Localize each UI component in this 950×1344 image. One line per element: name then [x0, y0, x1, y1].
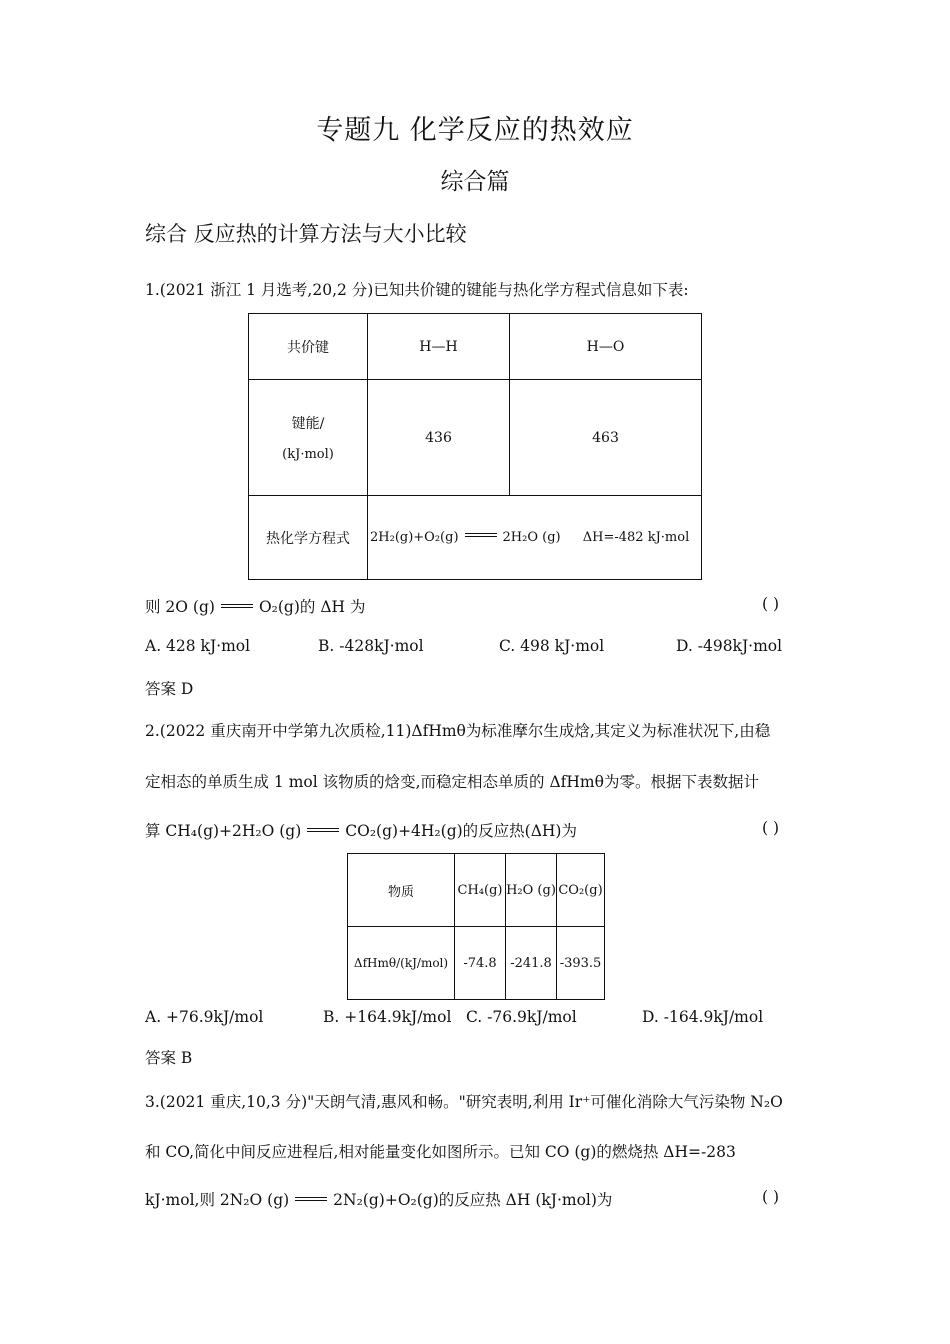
q1-ask [145, 595, 365, 617]
q2-answer-paren: ( ) [762, 819, 780, 837]
q1-cell-eq-label: 热化学方程式 [249, 496, 368, 580]
q2-val-h2o: -241.8 [506, 927, 557, 1000]
page-title: 专题九 化学反应的热效应 [316, 115, 634, 146]
equals-sign-icon [307, 828, 339, 832]
q3-line3-left: kJ·mol,则 2N₂O (g) [145, 1191, 290, 1209]
q3-answer-paren: ( ) [762, 1188, 780, 1206]
q1-cell-436: 436 [368, 380, 510, 496]
q1-cell-hh: H—H [368, 314, 510, 380]
q2-option-c: C. -76.9kJ/mol [466, 1008, 577, 1026]
q2-line3 [145, 819, 577, 841]
q2-row-label: ΔfHmθ/(kJ/mol) [348, 927, 455, 1000]
q1-answer: 答案 D [145, 680, 194, 698]
q1-eq-left: 2H₂(g)+O₂(g) [370, 530, 459, 545]
q1-option-b: B. -428kJ·mol [318, 637, 424, 655]
section-heading: 综合 反应热的计算方法与大小比较 [145, 222, 467, 246]
q2-answer: 答案 B [145, 1049, 193, 1067]
q2-head-ch4: CH₄(g) [455, 854, 506, 927]
q1-cell-energy-label [249, 380, 368, 496]
q1-cell-ho: H—O [510, 314, 702, 380]
q2-line1: 2.(2022 重庆南开中学第九次质检,11)ΔfHmθ为标准摩尔生成焓,其定义为标准状况下,由稳 [145, 722, 771, 740]
q1-answer-paren: ( ) [762, 595, 780, 613]
q2-option-a: A. +76.9kJ/mol [145, 1008, 264, 1026]
q1-energy-label-b: (kJ·mol) [282, 447, 334, 462]
q3-line3-right: 2N₂(g)+O₂(g)的反应热 ΔH (kJ·mol)为 [333, 1191, 613, 1209]
equals-sign-icon [221, 604, 253, 608]
q1-cell-equation [368, 496, 702, 580]
q2-line3-left: 算 CH₄(g)+2H₂O (g) [145, 822, 302, 840]
q1-option-d: D. -498kJ·mol [676, 637, 783, 655]
q1-energy-label-a: 键能/ [291, 416, 325, 432]
equals-sign-icon [295, 1197, 327, 1201]
q1-option-c: C. 498 kJ·mol [499, 637, 605, 655]
q2-head-co2: CO₂(g) [557, 854, 605, 927]
q3-line2: 和 CO,简化中间反应进程后,相对能量变化如图所示。已知 CO (g)的燃烧热 ΔH=-283 [145, 1143, 736, 1161]
q2-option-b: B. +164.9kJ/mol [323, 1008, 452, 1026]
q1-cell-463: 463 [510, 380, 702, 496]
q3-line3 [145, 1188, 612, 1210]
q2-line2: 定相态的单质生成 1 mol 该物质的焓变,而稳定相态单质的 ΔfHmθ为零。根据下表数据计 [145, 773, 759, 791]
page-subtitle: 综合篇 [440, 169, 510, 195]
q1-ask-right: O₂(g)的 ΔH 为 [258, 598, 366, 616]
q2-head-substance: 物质 [348, 854, 455, 927]
q1-option-a: A. 428 kJ·mol [145, 637, 251, 655]
q1-bond-table [248, 313, 702, 580]
equals-sign-icon [465, 533, 497, 537]
q1-stem: 1.(2021 浙江 1 月选考,20,2 分)已知共价键的键能与热化学方程式信息如下表: [145, 281, 689, 299]
q1-ask-left: 则 2O (g) [145, 598, 215, 616]
q2-option-d: D. -164.9kJ/mol [642, 1008, 764, 1026]
q1-eq-right: 2H₂O (g) [502, 530, 561, 545]
q2-data-table [347, 853, 605, 1000]
q2-head-h2o: H₂O (g) [506, 854, 557, 927]
q3-line1: 3.(2021 重庆,10,3 分)"天朗气清,惠风和畅。"研究表明,利用 Ir⁺可催化消除大气污染物 N₂O [145, 1093, 783, 1111]
q2-val-ch4: -74.8 [455, 927, 506, 1000]
q2-line3-right: CO₂(g)+4H₂(g)的反应热(ΔH)为 [345, 822, 577, 840]
q1-eq-dh: ΔH=-482 kJ·mol [582, 530, 690, 545]
q1-cell-bond-label: 共价键 [249, 314, 368, 380]
q2-val-co2: -393.5 [557, 927, 605, 1000]
